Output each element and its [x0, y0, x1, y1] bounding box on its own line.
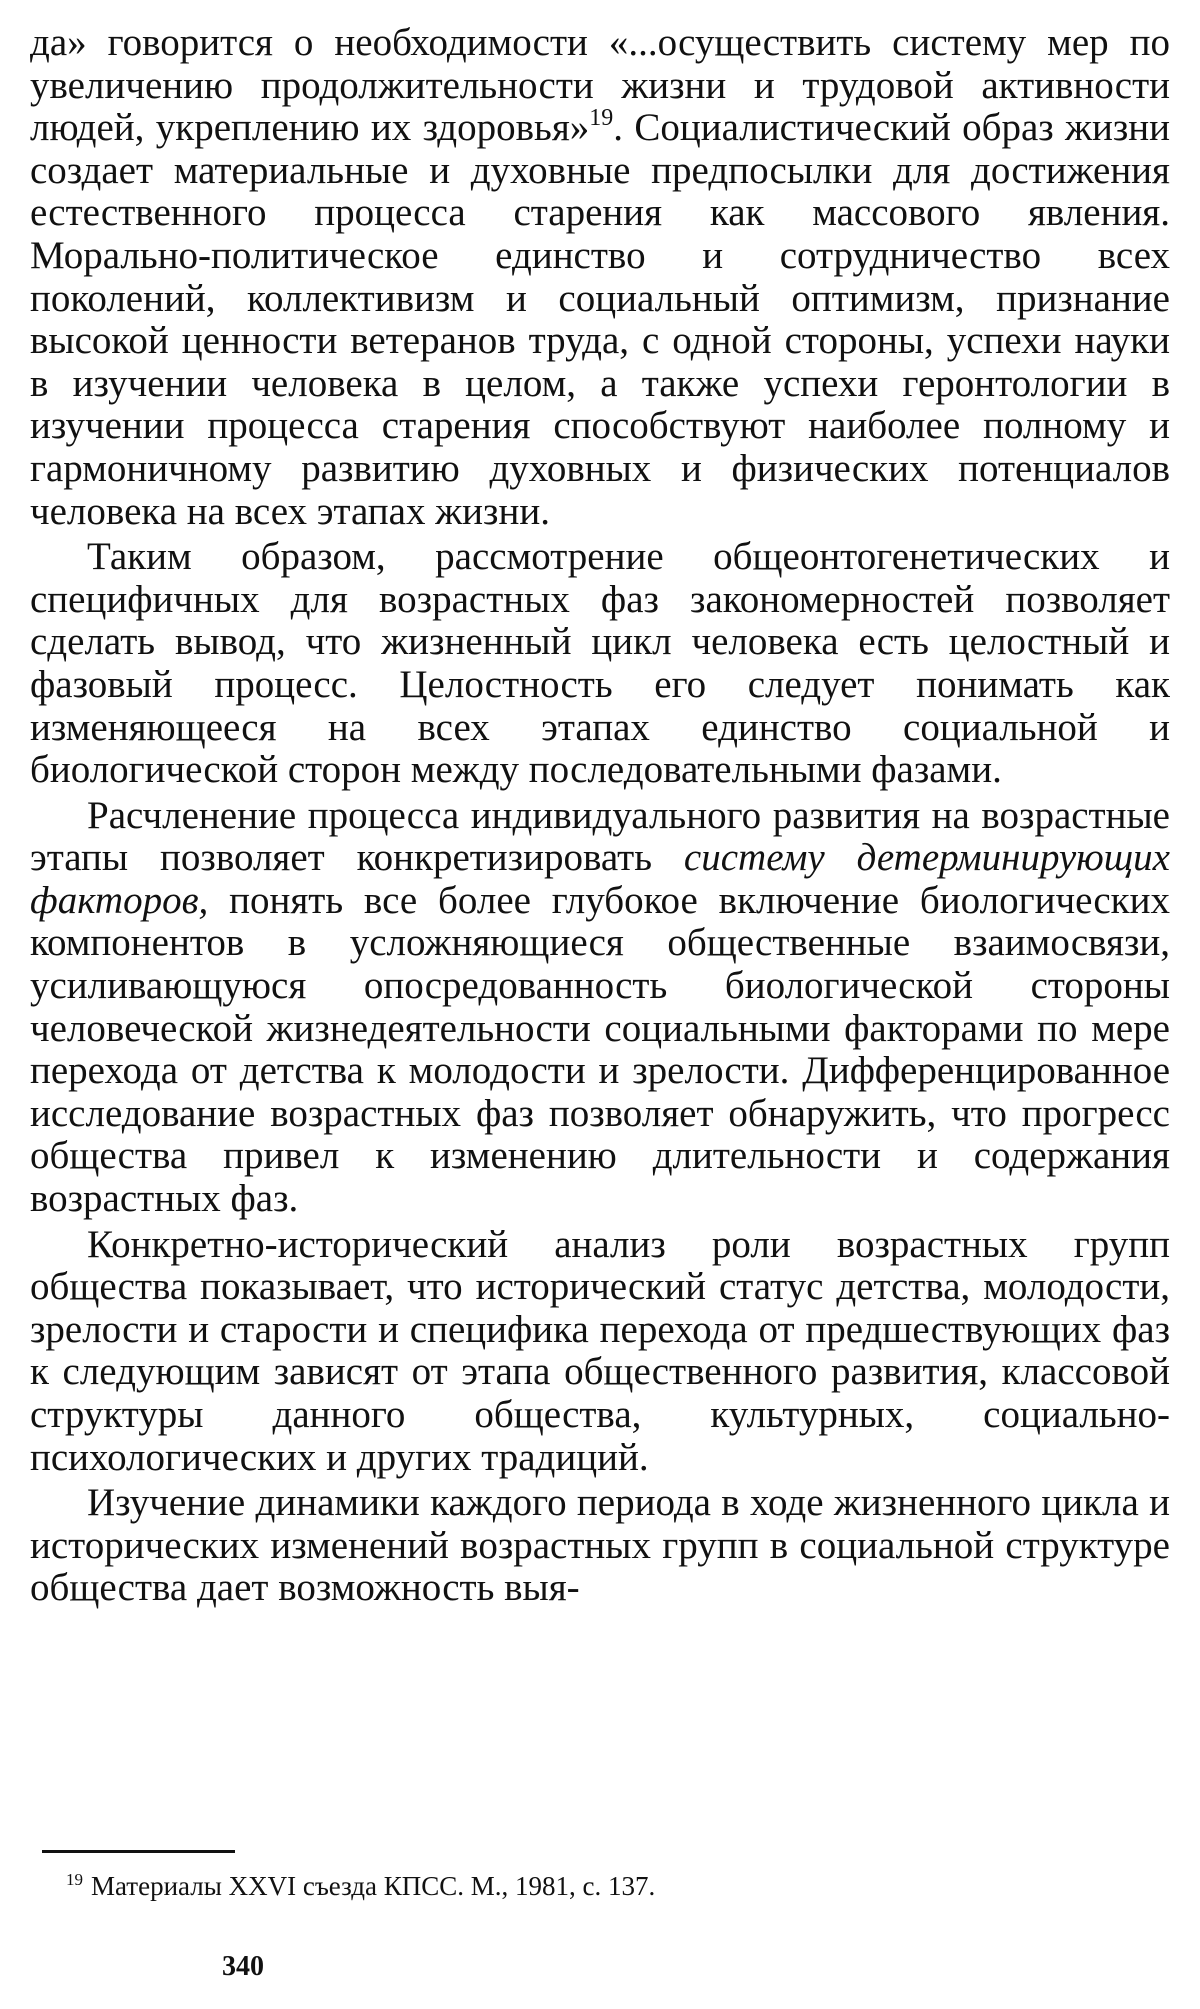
- paragraph-1-text-a: да» говорится о необходимости «...осуществить систему мер по увеличению продолжительности жизни и трудовой активности людей, укреплению их здоровья»: [30, 21, 1170, 150]
- paragraph-4: Конкретно-исторический анализ роли возрастных групп общества показывает, что исторический статус детства, молодости, зрелости и старости и специфика перехода от предшествующих фаз к следующим зависят от этапа общественного развития, классовой структуры данного общества, культурных, социально-психологических и других традиций.: [30, 1222, 1170, 1479]
- paragraph-3-text-b: понять все более глубокое включение биологических компонентов в усложняющиеся общественные взаимосвязи, усиливающуюся опосредованность биологической стороны человеческой жизнедеятельности социальными факторами по мере перехода от детства к молодости и зрелости. Дифференцированное исследование возрастных фаз позволяет обнаружить, что прогресс общества привел к изменению длительности и содержания возрастных фаз.: [30, 878, 1170, 1221]
- page-body: [30, 22, 1170, 1610]
- paragraph-3: [30, 795, 1170, 1221]
- footnote-number: 19: [66, 1870, 83, 1889]
- footnote-divider: [42, 1850, 235, 1853]
- footnote-ref-19: 19: [589, 105, 614, 132]
- paragraph-1: [30, 22, 1170, 533]
- paragraph-2: Таким образом, рассмотрение общеонтогенетических и специфичных для возрастных фаз закономерностей позволяет сделать вывод, что жизненный цикл человека есть целостный и фазовый процесс. Целостность его следует понимать как изменяющееся на всех этапах единство социальной и биологической сторон между последовательными фазами.: [30, 535, 1170, 792]
- paragraph-3-text-a: Расчленение процесса индивидуального развития на возрастные этапы позволяет конкретизировать: [30, 793, 1170, 880]
- paragraph-3-italic: систему детерминирующих факторов,: [30, 836, 1170, 922]
- footnote-text: Материалы XXVI съезда КПСС. М., 1981, с. 137.: [91, 1871, 656, 1901]
- footnote: [66, 1870, 655, 1902]
- paragraph-1-text-b: . Социалистический образ жизни создает материальные и духовные предпосылки для достижения естественного процесса старения как массового явления. Морально-политическое единство и сотрудничество всех поколений, коллективизм и социальный оптимизм, признание высокой ценности ветеранов труда, с одной стороны, успехи науки в изучении человека в целом, а также успехи геронтологии в изучении процесса старения способствуют наиболее полному и гармоничному развитию духовных и физических потенциалов человека на всех этапах жизни.: [30, 106, 1170, 533]
- paragraph-5: Изучение динамики каждого периода в ходе жизненного цикла и исторических изменений возрастных групп в социальной структуре общества дает возможность выя-: [30, 1481, 1170, 1610]
- page-number: 340: [222, 1951, 264, 1982]
